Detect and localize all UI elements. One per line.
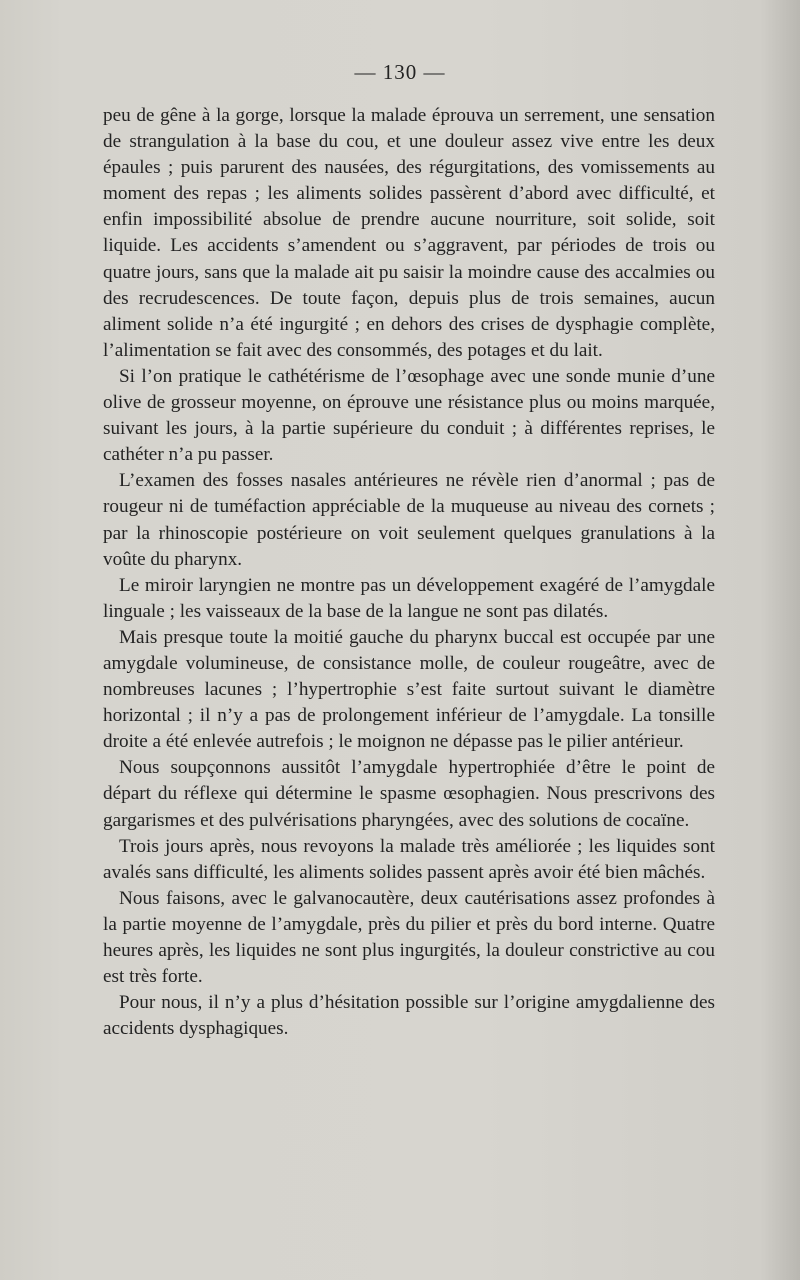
paragraph-4: Le miroir laryngien ne montre pas un développement exagéré de l’amygdale linguale ; les vaisseaux de la base de la langue ne sont pas dilatés. <box>103 574 715 622</box>
paragraph-7: Trois jours après, nous revoyons la malade très améliorée ; les liquides sont avalés sans difficulté, les aliments solides passent après avoir été bien mâchés. <box>103 835 715 883</box>
body-text <box>103 103 715 1042</box>
paragraph-2: Si l’on pratique le cathétérisme de l’œsophage avec une sonde munie d’une olive de grosseur moyenne, on éprouve une résistance plus ou moins marquée, suivant les jours, à la partie supérieure du conduit ; à différentes reprises, le cathéter n’a pu passer. <box>103 365 715 466</box>
paragraph-5: Mais presque toute la moitié gauche du pharynx buccal est occupée par une amygdale volumineuse, de consistance molle, de couleur rougeâtre, avec de nombreuses lacunes ; l’hypertrophie s’est faite surtout suivant le diamètre horizontal ; il n’y a pas de prolongement inférieur de l’amygdale. La tonsille droite a été enlevée autrefois ; le moignon ne dépasse pas le pilier antérieur. <box>103 626 715 753</box>
page-number: — 130 — <box>354 60 446 84</box>
paragraph-1: peu de gêne à la gorge, lorsque la malade éprouva un serrement, une sensation de strangulation à la base du cou, et une douleur assez vive entre les deux épaules ; puis parurent des nausées, des régurgitations, des vomissements au moment des repas ; les aliments solides passèrent d’abord avec difficulté, et enfin impossibilité absolue de prendre aucune nourriture, soit solide, soit liquide. Les accidents s’amendent ou s’aggravent, par périodes de trois ou quatre jours, sans que la malade ait pu saisir la moindre cause des accalmies ou des recrudescences. De toute façon, depuis plus de trois semaines, aucun aliment solide n’a été ingurgité ; en dehors des crises de dysphagie complète, l’alimentation se fait avec des consommés, des potages et du lait. <box>103 105 715 361</box>
paragraph-6: Nous soupçonnons aussitôt l’amygdale hypertrophiée d’être le point de départ du réflexe qui détermine le spasme œsophagien. Nous prescrivons des gargarismes et des pulvérisations pharyngées, avec des solutions de cocaïne. <box>103 757 715 831</box>
paragraph-3: L’examen des fosses nasales antérieures ne révèle rien d’anormal ; pas de rougeur ni de tuméfaction appréciable de la muqueuse au niveau des cornets ; par la rhinoscopie postérieure on voit seulement quelques granulations à la voûte du pharynx. <box>103 470 715 570</box>
paragraph-8: Nous faisons, avec le galvanocautère, deux cautérisations assez profondes à la partie moyenne de l’amygdale, près du pilier et près du bord interne. Quatre heures après, les liquides ne sont plus ingurgités, la douleur constrictive au cou est très forte. <box>103 887 715 988</box>
paragraph-9: Pour nous, il n’y a plus d’hésitation possible sur l’origine amygdalienne des accidents dysphagiques. <box>103 992 715 1040</box>
